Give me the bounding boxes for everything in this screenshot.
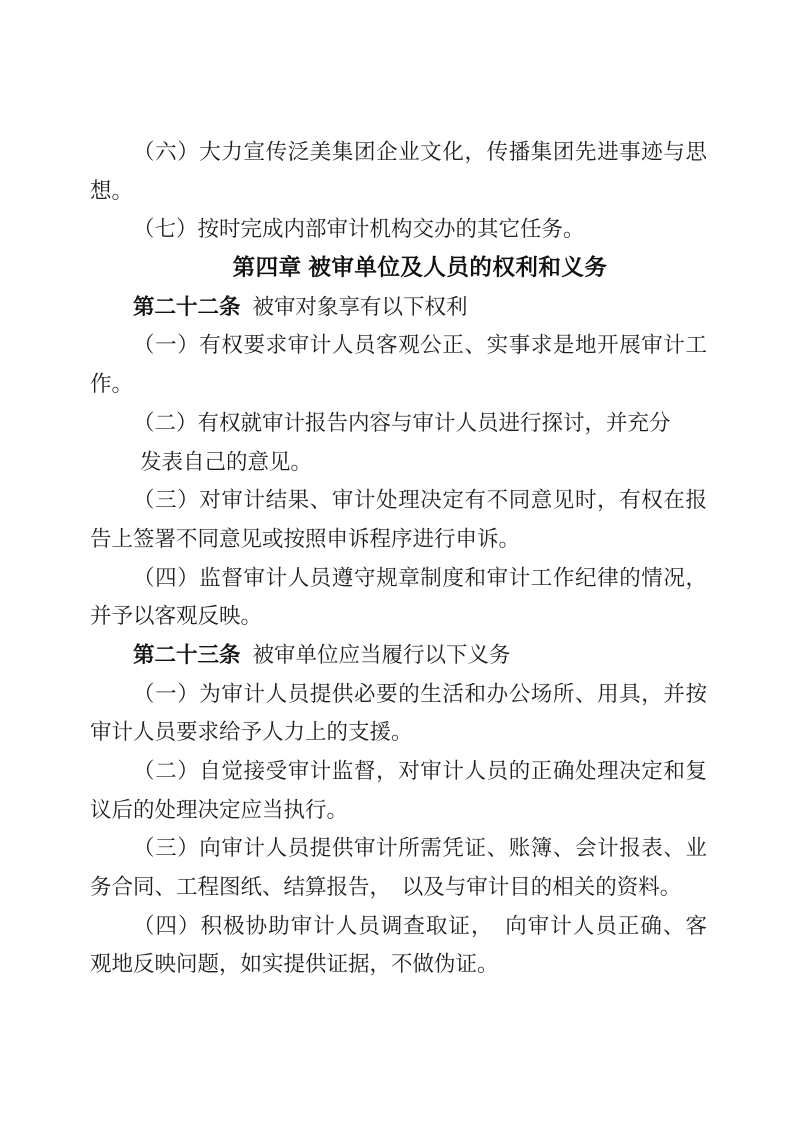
paragraph-line: （二）有权就审计报告内容与审计人员进行探讨，并充分	[133, 410, 671, 435]
paragraph-line: （三）向审计人员提供审计所需凭证、账簿、会计报表、业	[133, 836, 707, 861]
paragraph-line: 议后的处理决定应当执行。	[90, 797, 349, 822]
article-title: 被审单位应当履行以下义务	[252, 642, 511, 667]
article-title: 被审对象享有以下权利	[252, 294, 468, 319]
article-23-heading	[90, 636, 707, 675]
article-number: 第二十二条	[133, 294, 241, 319]
paragraph-line: 发表自己的意见。	[140, 449, 313, 474]
document-body	[90, 133, 707, 984]
paragraph-line: 想。	[90, 178, 134, 203]
paragraph-line: （一）有权要求审计人员客观公正、实事求是地开展审计工	[133, 333, 707, 358]
paragraph-line: 作。	[90, 372, 134, 397]
article-22-heading	[90, 288, 707, 327]
paragraph-line: 务合同、工程图纸、结算报告， 以及与审计目的相关的资料。	[90, 875, 682, 900]
paragraph-line: （一）为审计人员提供必要的生活和办公场所、用具，并按	[133, 681, 707, 706]
paragraph-line: 并予以客观反映。	[90, 604, 263, 629]
paragraph-line: （七）按时完成内部审计机构交办的其它任务。	[133, 217, 585, 242]
paragraph-line: （三）对审计结果、审计处理决定有不同意见时，有权在报	[133, 488, 707, 513]
paragraph-line: （二）自觉接受审计监督，对审计人员的正确处理决定和复	[133, 759, 707, 783]
paragraph-line: 告上签署不同意见或按照申诉程序进行申诉。	[90, 526, 521, 551]
paragraph-line: （六）大力宣传泛美集团企业文化，传播集团先进事迹与思	[133, 140, 707, 164]
paragraph-line: 审计人员要求给予人力上的支援。	[90, 720, 413, 745]
paragraph-line: 观地反映问题，如实提供证据，不做伪证。	[90, 952, 499, 977]
chapter-heading: 第四章 被审单位及人员的权利和义务	[232, 255, 608, 281]
paragraph-line: （四）监督审计人员遵守规章制度和审计工作纪律的情况，	[133, 565, 707, 590]
paragraph-line: （四）积极协助审计人员调查取证， 向审计人员正确、客	[133, 913, 707, 938]
article-number: 第二十三条	[133, 642, 241, 667]
